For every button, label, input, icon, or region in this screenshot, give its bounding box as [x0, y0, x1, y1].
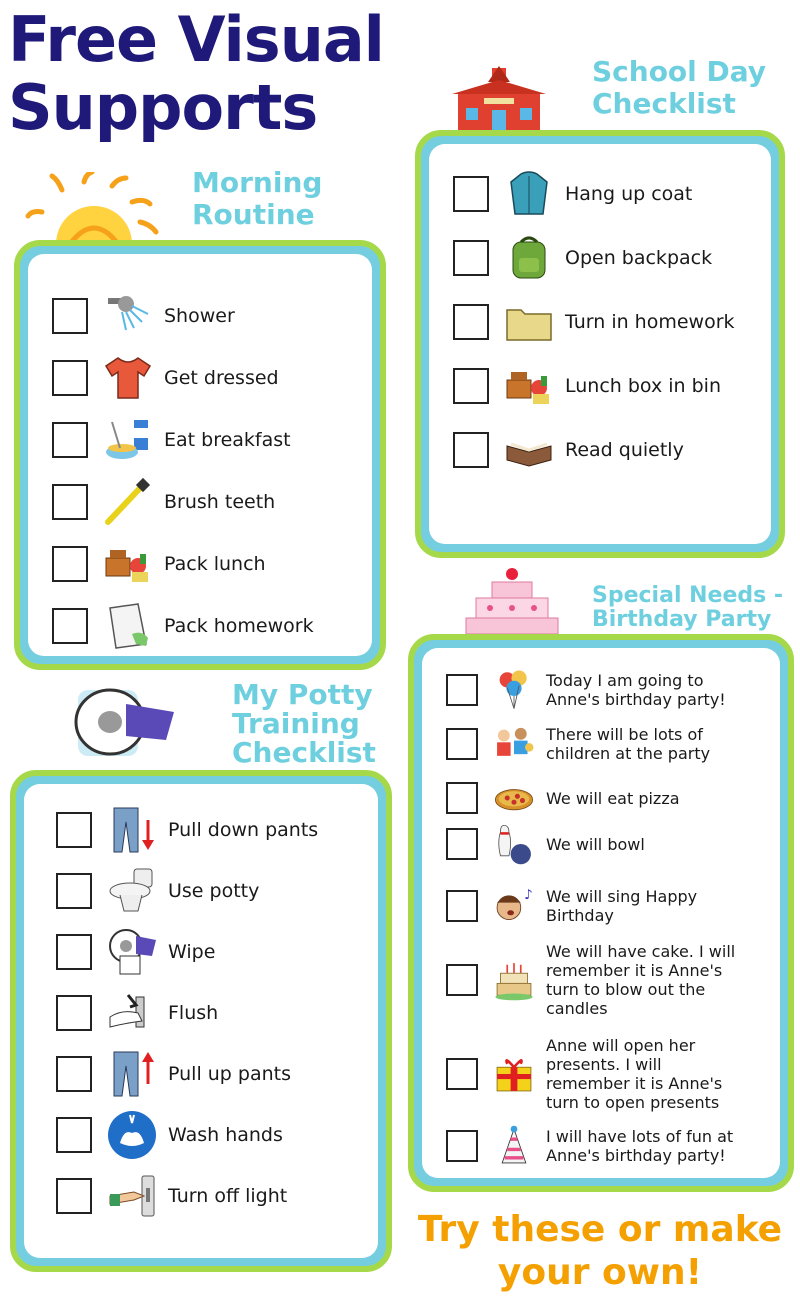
checkbox[interactable] — [453, 432, 489, 468]
page-title-line2: Supports — [8, 71, 318, 144]
checkbox[interactable] — [52, 608, 88, 644]
item-label — [546, 887, 697, 925]
footer-line2: your own! — [497, 1252, 703, 1293]
item-label — [546, 671, 726, 709]
birthday-title-line1: Special Needs - — [592, 583, 784, 608]
list-item — [422, 722, 780, 766]
list-item — [28, 352, 372, 404]
checkbox[interactable] — [56, 934, 92, 970]
list-item — [429, 232, 771, 284]
school-title-line1: School Day — [592, 55, 767, 88]
potty-title-line3: Checklist — [232, 736, 376, 769]
pants-down-icon — [106, 804, 158, 856]
list-item — [429, 360, 771, 412]
school-day-list — [429, 144, 771, 544]
item-label-line: remember it is Anne's — [546, 1074, 723, 1093]
list-item — [28, 600, 372, 652]
school-day-title — [592, 56, 766, 120]
checkbox[interactable] — [453, 240, 489, 276]
list-item — [422, 822, 780, 866]
item-label: Hang up coat — [565, 183, 693, 205]
list-item — [422, 776, 780, 820]
potty-training-title — [232, 680, 376, 767]
footer-tagline — [405, 1208, 795, 1294]
coat-icon — [503, 168, 555, 220]
list-item — [24, 987, 378, 1039]
checkbox[interactable] — [446, 890, 478, 922]
item-label: Open backpack — [565, 247, 713, 269]
toothbrush-icon — [102, 476, 154, 528]
balloons-icon — [492, 668, 536, 712]
item-label-line: Today I am going to — [546, 671, 704, 690]
lunch-icon — [102, 538, 154, 590]
item-label-line: candles — [546, 999, 608, 1018]
checkbox[interactable] — [446, 782, 478, 814]
list-item — [422, 1036, 780, 1112]
breakfast-icon — [102, 414, 154, 466]
list-item — [28, 414, 372, 466]
party-hat-icon — [492, 1124, 536, 1168]
morning-routine-title — [192, 167, 322, 231]
item-label: Wash hands — [168, 1124, 283, 1146]
item-label: Turn in homework — [565, 311, 735, 333]
item-label: Get dressed — [164, 367, 279, 389]
item-label — [546, 789, 680, 808]
sun-icon — [22, 172, 172, 244]
school-house-icon — [444, 64, 554, 134]
item-label: Shower — [164, 305, 235, 327]
list-item — [24, 804, 378, 856]
list-item — [422, 668, 780, 712]
footer-line1: Try these or make — [417, 1209, 783, 1250]
item-label: Turn off light — [168, 1185, 288, 1207]
list-item — [24, 926, 378, 978]
checkbox[interactable] — [56, 995, 92, 1031]
item-label-line: turn to blow out the — [546, 980, 706, 999]
bowling-icon — [492, 822, 536, 866]
school-title-line2: Checklist — [592, 87, 736, 120]
item-label-line: There will be lots of — [546, 725, 703, 744]
potty-title-line1: My Potty — [232, 678, 373, 711]
morning-title-line2: Routine — [192, 198, 315, 231]
item-label: Pull down pants — [168, 819, 319, 841]
checkbox[interactable] — [56, 812, 92, 848]
flush-icon — [106, 987, 158, 1039]
list-item — [422, 884, 780, 928]
list-item — [429, 296, 771, 348]
item-label: Pack homework — [164, 615, 314, 637]
item-label: Lunch box in bin — [565, 375, 721, 397]
item-label: Read quietly — [565, 439, 684, 461]
item-label-line: presents. I will — [546, 1055, 662, 1074]
item-label-line: We will have cake. I will — [546, 942, 736, 961]
list-item — [28, 290, 372, 342]
birthday-title-line2: Birthday Party — [592, 607, 772, 632]
cake-icon — [492, 958, 536, 1002]
checkbox[interactable] — [446, 1058, 478, 1090]
checkbox[interactable] — [52, 484, 88, 520]
list-item — [28, 476, 372, 528]
checkbox[interactable] — [446, 828, 478, 860]
pants-up-icon — [106, 1048, 158, 1100]
light-switch-icon — [106, 1170, 158, 1222]
checkbox[interactable] — [453, 368, 489, 404]
toilet-paper-icon — [106, 926, 158, 978]
svg-text:♪: ♪ — [524, 887, 533, 904]
item-label-line: Anne's birthday party! — [546, 690, 726, 709]
checkbox[interactable] — [446, 964, 478, 996]
pizza-icon — [492, 776, 536, 820]
item-label — [546, 1036, 722, 1112]
lunch-icon — [503, 360, 555, 412]
list-item — [24, 1048, 378, 1100]
item-label-line: We will bowl — [546, 834, 645, 854]
checkbox[interactable] — [446, 728, 478, 760]
children-icon — [492, 722, 536, 766]
checkbox[interactable] — [446, 674, 478, 706]
item-label-line: Anne's birthday party! — [546, 1146, 726, 1165]
checkbox[interactable] — [453, 176, 489, 212]
toilet-paper-icon — [66, 684, 176, 770]
checkbox[interactable] — [56, 873, 92, 909]
checkbox[interactable] — [453, 304, 489, 340]
list-item — [24, 1109, 378, 1161]
checkbox[interactable] — [52, 360, 88, 396]
item-label — [546, 835, 645, 854]
item-label-line: I will have lots of fun at — [546, 1127, 734, 1146]
potty-training-list — [24, 784, 378, 1258]
morning-routine-card — [14, 240, 386, 670]
list-item — [422, 942, 780, 1018]
checkbox[interactable] — [52, 298, 88, 334]
list-item — [429, 168, 771, 220]
shower-icon — [102, 290, 154, 342]
item-label: Wipe — [168, 941, 216, 963]
page-title-line1: Free Visual — [8, 3, 384, 76]
item-label-line: We will sing Happy — [546, 887, 698, 906]
item-label-line: remember it is Anne's — [546, 961, 723, 980]
birthday-party-list — [422, 648, 780, 1178]
item-label: Pack lunch — [164, 553, 266, 575]
item-label: Eat breakfast — [164, 429, 291, 451]
list-item — [28, 538, 372, 590]
item-label-line: children at the party — [546, 744, 711, 763]
morning-routine-list — [28, 254, 372, 656]
singing-icon — [492, 884, 536, 928]
shirt-icon — [102, 352, 154, 404]
item-label-line: We will eat pizza — [546, 788, 680, 808]
potty-title-line2: Training — [232, 707, 360, 740]
list-item — [429, 424, 771, 476]
item-label-line: Anne will open her — [546, 1036, 696, 1055]
list-item — [422, 1124, 780, 1168]
checkbox[interactable] — [52, 546, 88, 582]
item-label — [546, 1127, 733, 1165]
item-label — [546, 942, 735, 1018]
checkbox[interactable] — [56, 1178, 92, 1214]
birthday-party-title — [592, 584, 783, 632]
backpack-icon — [503, 232, 555, 284]
homework-icon — [102, 600, 154, 652]
item-label: Brush teeth — [164, 491, 276, 513]
checkbox[interactable] — [446, 1130, 478, 1162]
item-label: Pull up pants — [168, 1063, 291, 1085]
checkbox[interactable] — [56, 1117, 92, 1153]
checkbox[interactable] — [52, 422, 88, 458]
list-item — [24, 1170, 378, 1222]
item-label — [546, 725, 710, 763]
school-day-card — [415, 130, 785, 558]
list-item — [24, 865, 378, 917]
item-label: Use potty — [168, 880, 260, 902]
book-icon — [503, 424, 555, 476]
present-icon — [492, 1052, 536, 1096]
wash-hands-icon — [106, 1109, 158, 1161]
toilet-icon — [106, 865, 158, 917]
morning-title-line1: Morning — [192, 166, 323, 199]
birthday-cake-icon — [462, 566, 562, 634]
checkbox[interactable] — [56, 1056, 92, 1092]
birthday-party-card — [408, 634, 794, 1192]
item-label-line: Birthday — [546, 906, 614, 925]
page-title — [8, 3, 384, 144]
item-label: Flush — [168, 1002, 219, 1024]
folder-icon — [503, 296, 555, 348]
potty-training-card — [10, 770, 392, 1272]
item-label-line: turn to open presents — [546, 1093, 720, 1112]
